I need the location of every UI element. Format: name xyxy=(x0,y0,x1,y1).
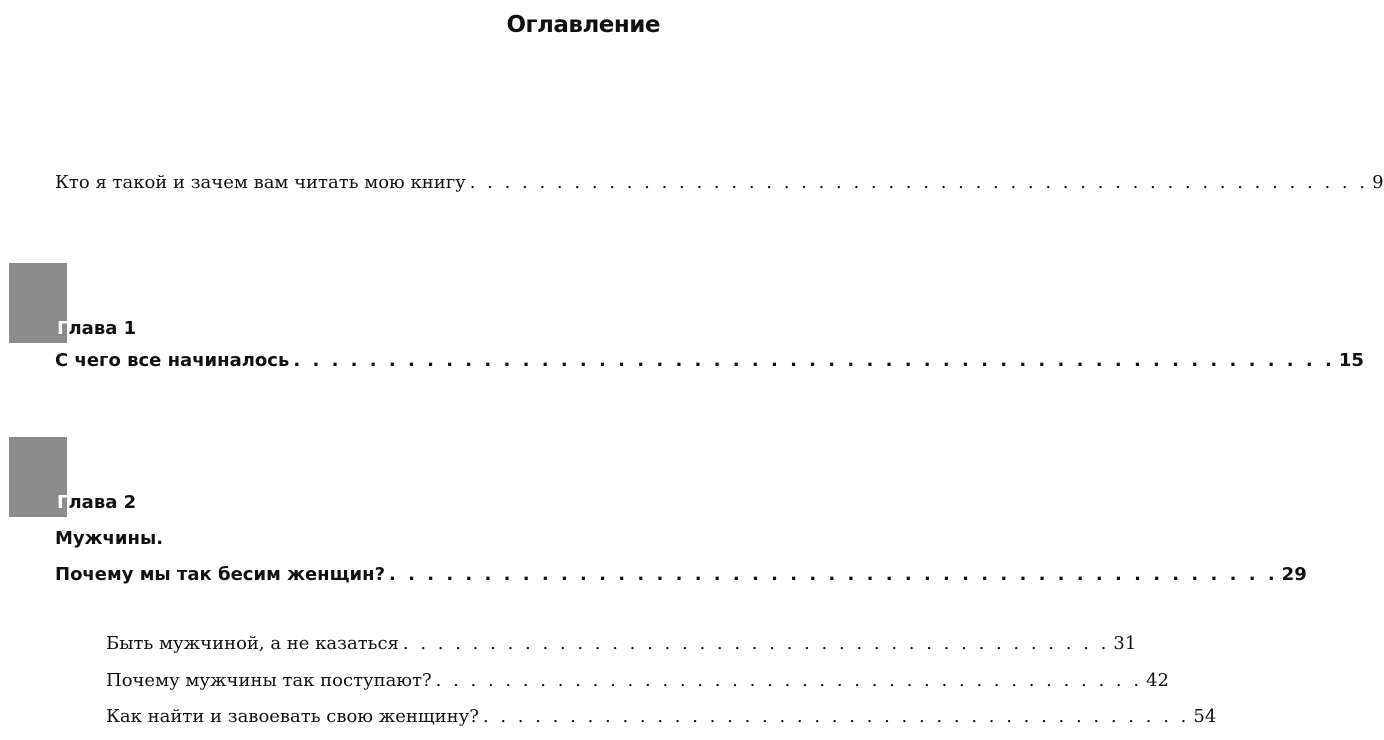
dot-leader: . . . . . . . . . . . . . . . . . . . . . . . . . . . . . . . . . . . . . . . . . xyxy=(402,633,1110,654)
toc-entry-page: 42 xyxy=(1146,670,1170,691)
dot-leader: . . . . . . . . . . . . . . . . . . . . . . . . . . . . . . . . . . . . . . . . . xyxy=(482,706,1190,727)
dot-leader: . . . . . . . . . . . . . . . . . . . . . . . . . . . . . . . . . . . . . . . . . . . . . . . xyxy=(389,564,1278,585)
toc-entry-title: Как найти и завоевать свою женщину? xyxy=(106,706,479,727)
dot-leader: . . . . . . . . . . . . . . . . . . . . . . . . . . . . . . . . . . . . . . . . . xyxy=(435,670,1143,691)
toc-entry-page: 9 xyxy=(1372,172,1384,193)
dot-leader: . . . . . . . . . . . . . . . . . . . . . . . . . . . . . . . . . . . . . . . . . . . . . . . . . . . . . . . xyxy=(293,350,1335,371)
dot-leader: . . . . . . . . . . . . . . . . . . . . . . . . . . . . . . . . . . . . . . . . . . . . . . . . . . . . xyxy=(469,172,1369,193)
toc-entry-section[interactable] xyxy=(106,706,1217,727)
toc-entry-title: Почему мы так бесим женщин? xyxy=(55,564,386,585)
chapter-label-initial: Г xyxy=(57,318,69,339)
toc-entry-chapter-1[interactable] xyxy=(55,350,1364,371)
toc-entry-page: 29 xyxy=(1281,564,1307,585)
chapter-label-rest: лава 2 xyxy=(68,492,137,513)
toc-entry-title: Кто я такой и зачем вам читать мою книгу xyxy=(55,172,466,193)
toc-entry-page: 15 xyxy=(1338,350,1364,371)
toc-entry-title: Почему мужчины так поступают? xyxy=(106,670,432,691)
chapter-label-rest: лава 1 xyxy=(68,318,137,339)
toc-entry-title: Быть мужчиной, а не казаться xyxy=(106,633,399,654)
chapter-2-label xyxy=(57,492,136,513)
toc-heading: Оглавление xyxy=(506,12,660,38)
toc-entry-title: С чего все начиналось xyxy=(55,350,290,371)
chapter-2-title-line1: Мужчины. xyxy=(55,528,164,549)
toc-entry-chapter-2[interactable] xyxy=(55,564,1307,585)
toc-entry-section[interactable] xyxy=(106,670,1170,691)
chapter-label-initial: Г xyxy=(57,492,69,513)
toc-entry-page: 54 xyxy=(1193,706,1217,727)
chapter-1-label xyxy=(57,318,136,339)
toc-entry-section[interactable] xyxy=(106,633,1137,654)
toc-entry-page: 31 xyxy=(1113,633,1137,654)
toc-entry-intro[interactable] xyxy=(55,172,1384,193)
